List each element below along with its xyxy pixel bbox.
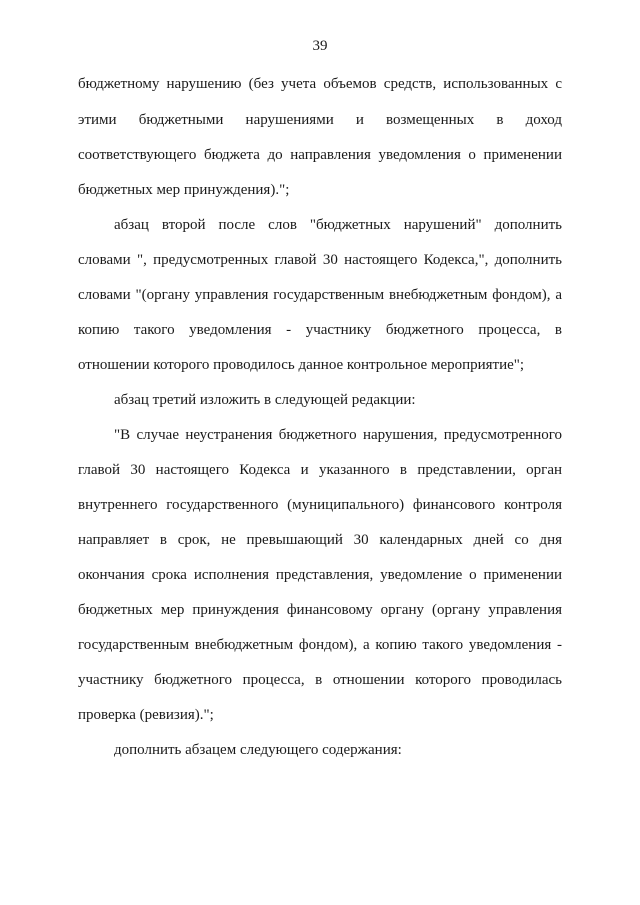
text-line: отношении которого проводилось данное контрольное мероприятие"; xyxy=(78,357,525,373)
text-line: абзац третий изложить в следующей редакции: xyxy=(114,392,416,408)
text-line: внутреннего государственного (муниципального) финансового контроля xyxy=(78,497,562,513)
text-line: этими бюджетными нарушениями и возмещенных в доход xyxy=(78,112,562,128)
text-line: бюджетных мер принуждения)."; xyxy=(78,182,290,198)
text-line: направляет в срок, не превышающий 30 календарных дней со дня xyxy=(78,532,562,548)
text-line: проверка (ревизия)."; xyxy=(78,707,214,723)
text-line: словами "(органу управления государственным внебюджетным фондом), а xyxy=(78,287,562,303)
text-line: абзац второй после слов "бюджетных нарушений" дополнить xyxy=(114,217,562,233)
text-line: копию такого уведомления - участнику бюджетного процесса, в xyxy=(78,322,562,338)
text-line: дополнить абзацем следующего содержания: xyxy=(114,742,402,758)
text-line: бюджетному нарушению (без учета объемов средств, использованных с xyxy=(78,76,562,92)
text-line: "В случае неустранения бюджетного нарушения, предусмотренного xyxy=(114,427,562,443)
page-number: 39 xyxy=(312,38,328,54)
text-line: государственным внебюджетным фондом), а копию такого уведомления - xyxy=(78,637,562,653)
text-line: соответствующего бюджета до направления уведомления о применении xyxy=(78,147,562,163)
text-line: словами ", предусмотренных главой 30 настоящего Кодекса,", дополнить xyxy=(78,252,562,268)
text-line: главой 30 настоящего Кодекса и указанного в представлении, орган xyxy=(78,462,562,478)
text-line: окончания срока исполнения представления, уведомление о применении xyxy=(78,567,562,583)
text-line: бюджетных мер принуждения финансовому органу (органу управления xyxy=(78,602,562,618)
text-line: участнику бюджетного процесса, в отношении которого проводилась xyxy=(78,672,562,688)
